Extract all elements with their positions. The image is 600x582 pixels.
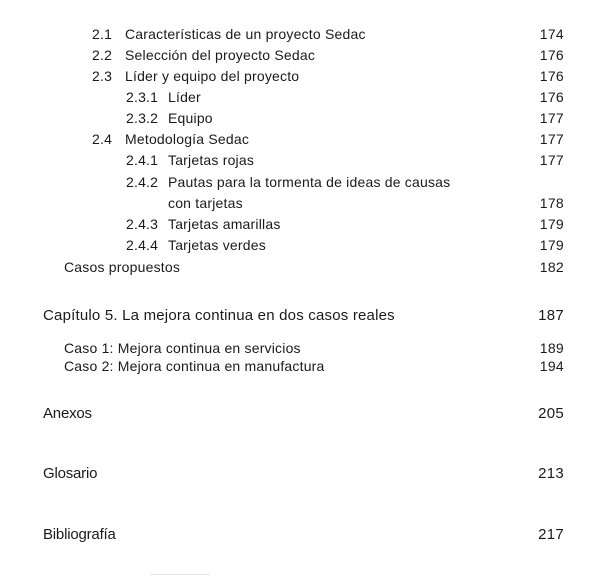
toc-entry-2-2 [0,47,600,67]
toc-entry-2-4-2 [0,174,600,194]
page-number: 174 [539,26,564,42]
section-title: Anexos [43,405,92,422]
section-number: 2.4.4 [126,237,159,253]
section-number: 2.4.2 [126,174,159,190]
page-number: 217 [538,526,564,543]
page-number: 205 [538,405,564,422]
page-number: 179 [539,237,564,253]
section-title: Selección del proyecto Sedac [125,47,316,63]
toc-entry-2-3 [0,68,600,88]
toc-entry-2-4-1 [0,152,600,172]
page-number: 177 [539,110,564,126]
toc-anexos [0,405,600,425]
section-number: 2.4.1 [126,152,159,168]
scan-artifact-line [150,574,210,575]
toc-entry-label [92,131,249,147]
toc-entry-2-3-2 [0,110,600,130]
section-number: 2.4 [92,131,113,147]
toc-entry-2-3-1 [0,89,600,109]
section-number: 2.1 [92,26,113,42]
page-number: 176 [539,47,564,63]
section-title: Líder y equipo del proyecto [125,68,300,84]
toc-entry-label [126,110,213,126]
toc-entry-label [92,68,299,84]
page-number: 178 [539,195,564,211]
toc-bibliografia [0,526,600,546]
section-title: Bibliografía [43,526,116,543]
toc-entry-caso-2 [0,358,600,378]
toc-entry-casos-propuestos [0,259,600,279]
section-number: 2.2 [92,47,113,63]
page-number: 176 [539,89,564,105]
section-number: 2.3 [92,68,113,84]
section-title: Líder [168,89,201,105]
toc-entry-2-4 [0,131,600,151]
toc-entry-label [126,89,201,105]
page-number: 177 [539,131,564,147]
section-number: 2.4.3 [126,216,159,232]
toc-entry-2-4-2-continued [0,195,600,215]
section-title: Metodología Sedac [125,131,250,147]
section-title: Caso 1: Mejora continua en servicios [64,340,301,356]
section-title: Glosario [43,465,98,482]
toc-entry-label [126,152,254,168]
toc-entry-label [126,174,450,190]
toc-entry-2-1 [0,26,600,46]
section-title: Pautas para la tormenta de ideas de causas [168,174,451,190]
section-title: con tarjetas [168,195,243,211]
section-title: Casos propuestos [64,259,181,275]
toc-glosario [0,465,600,485]
section-title: Tarjetas amarillas [168,216,281,232]
section-title: Caso 2: Mejora continua en manufactura [64,358,325,374]
section-number: 2.3.2 [126,110,159,126]
section-title: Equipo [168,110,213,126]
page-number: 187 [538,307,564,324]
page-number: 189 [539,340,564,356]
toc-entry-label [168,195,243,211]
toc-entry-label [126,237,266,253]
section-title: Tarjetas rojas [168,152,255,168]
page-number: 182 [539,259,564,275]
section-title: Características de un proyecto Sedac [125,26,366,42]
toc-entry-2-4-3 [0,216,600,236]
chapter-title: Capítulo 5. La mejora continua en dos casos reales [43,307,395,324]
section-number: 2.3.1 [126,89,159,105]
page-number: 177 [539,152,564,168]
page-number: 176 [539,68,564,84]
page-number: 194 [539,358,564,374]
toc-entry-label [92,26,366,42]
toc-entry-label [126,216,281,232]
toc-entry-label [92,47,315,63]
page-number: 213 [538,465,564,482]
page-number: 179 [539,216,564,232]
section-title: Tarjetas verdes [168,237,266,253]
toc-entry-2-4-4 [0,237,600,257]
toc-chapter-5 [0,307,600,327]
toc-entry-caso-1 [0,340,600,360]
